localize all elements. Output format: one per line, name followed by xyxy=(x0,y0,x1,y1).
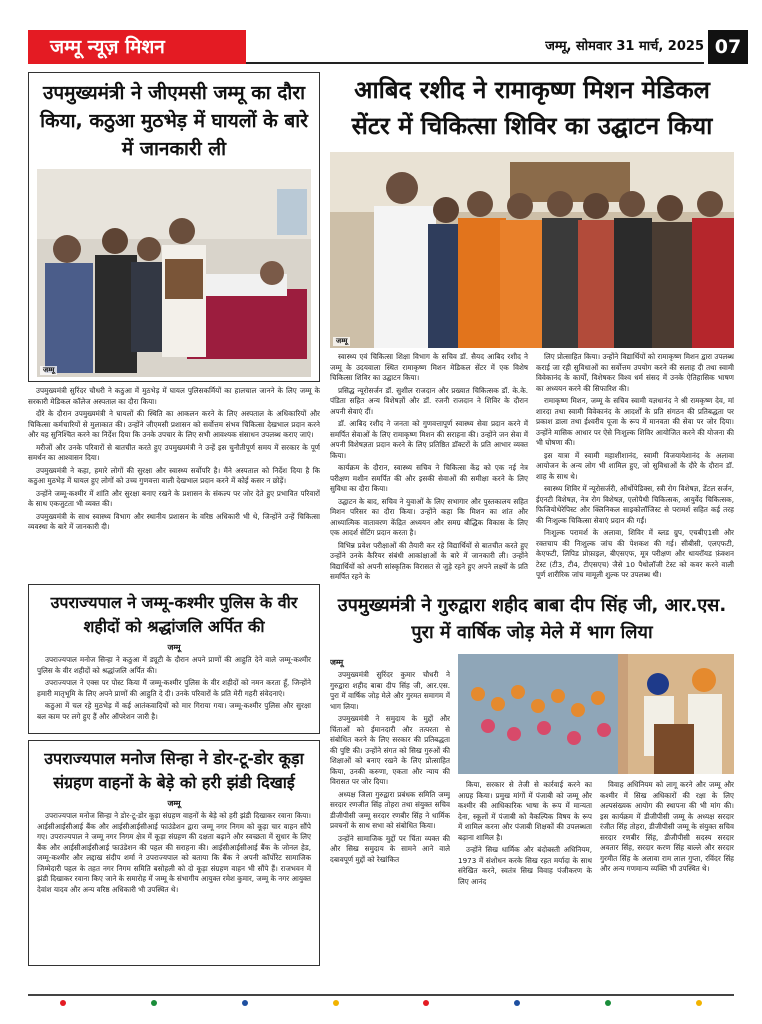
paragraph: उपमुख्यमंत्री ने समुदाय के मुद्दों और चिंताओं को ईमानदारी और तत्परता से संबोधित करने के लिए सरकार की प्रतिबद्धता की पुष्टि की। उन्होंने संगत को सिख गुरुओं की शिक्षाओं को बनाए रखने के लिए प्रोत्साहित किया, उनकी करुणा, एकता और न्याय की विरासत पर जोर दिया। xyxy=(330,714,450,786)
paragraph: कठुआ में चल रहे मुठभेड़ में कई आतंकवादियों को मार गिराया गया। जम्मू-कश्मीर पुलिस और सुरक्षा बल काम पर लगे हुए हैं और ऑपरेशन जारी है। xyxy=(37,701,311,721)
story-photo-camp xyxy=(330,152,734,348)
photo-caption: जम्मू xyxy=(40,366,57,375)
paragraph: डॉ. आबिद रशीद ने जनता को गुणवत्तापूर्ण स्वास्थ्य सेवा प्रदान करने में समर्पित सेवाओं के लिए रामाकृष्ण मिशन की सराहना की। उन्होंने जन सेवा में अपनी विशेषज्ञता प्रदान करने के लिए प्रतिष्ठित डॉक्टरों के प्रति आभार व्यक्त किया। xyxy=(330,419,528,460)
story-headline: उपमुख्यमंत्री ने जीएमसी जम्मू का दौरा किया, कठुआ मुठभेड़ में घायलों के बारे में जानकारी ली xyxy=(40,82,308,160)
story-gmc-visit xyxy=(28,72,320,382)
story-body xyxy=(37,811,311,895)
story-headline: उपमुख्यमंत्री ने गुरुद्वारा शहीद बाबा दीप सिंह जी, आर.एस. पुरा में वार्षिक जोड़ मेले में भाग लिया xyxy=(337,595,727,643)
story-headline: आबिद रशीद ने रामाकृष्ण मिशन मेडिकल सेंटर में चिकित्सा शिविर का उद्घाटन किया xyxy=(351,76,713,140)
footer-dot xyxy=(242,1000,248,1006)
paragraph: स्वास्थ्य एवं चिकित्सा शिक्षा विभाग के सचिव डॉ. सैयद आबिद रशीद ने जम्मू के उदयवाला स्थित रामाकृष्ण मिशन मेडिकल सेंटर में एक विशेष चिकित्सा शिविर का उद्घाटन किया। xyxy=(330,352,528,382)
paragraph: किया, सरकार से तेजी से कार्रवाई करने का आग्रह किया। प्रमुख मांगों में पंजाबी को जम्मू और कश्मीर की आधिकारिक भाषा के रूप में मान्यता देना, स्कूलों में पंजाबी को वैकल्पिक विषय के रूप में शामिल करना और पंजाबी शिक्षकों की उपलब्धता बढ़ाना शामिल है। xyxy=(458,780,592,842)
dateline-city: जम्मू xyxy=(167,799,181,808)
paragraph: उपराज्यपाल मनोज सिन्हा ने कठुआ में ड्यूटी के दौरान अपने प्राणों की आहुति देने वाले जम्मू-कश्मीर पुलिस के वीर शहीदों को श्रद्धांजलि अर्पित की। xyxy=(37,655,311,675)
footer-rule xyxy=(28,994,734,996)
right-column xyxy=(330,72,734,996)
story-photo-gurudwara xyxy=(458,654,734,774)
paragraph: प्रसिद्ध न्यूरोसर्जन डॉ. सुशील राजदान और प्रख्यात चिकित्सक डॉ. के.के. पंडिता सहित अन्य विशेषज्ञों और डॉ. रजनी राजदान ने शिविर के दौरान अपनी सेवाएं दीं। xyxy=(330,385,528,416)
paragraph: उन्होंने सामाजिक मुद्दों पर चिंता व्यक्त की और सिख समुदाय के सामने आने वाले दबावपूर्ण मुद्दों को रेखांकित xyxy=(330,833,450,864)
paragraph: रामाकृष्ण मिशन, जम्मू के सचिव स्वामी यज्ञधानंद ने श्री रामकृष्ण देव, मां शारदा तथा स्वामी विवेकानंद के आदर्शों के प्रति संगठन की प्रतिबद्धता पर प्रकाश डाला तथा ईश्वरीय पूजा के रूप में मानवता की सेवा पर जोर दिया। उन्होंने मासिक आधार पर ऐसे निःशुल्क शिविर आयोजित करने की योजना की भी घोषणा की। xyxy=(536,396,734,447)
page-number: 07 xyxy=(708,30,748,64)
footer-color-dots xyxy=(0,1000,762,1006)
photo-caption: जम्मू xyxy=(333,337,350,346)
header-rule xyxy=(246,62,704,64)
footer-dot xyxy=(60,1000,66,1006)
paragraph: विभिन्न प्रवेश परीक्षाओं की तैयारी कर रहे विद्यार्थियों से बातचीत करते हुए उन्होंने उनके कैरियर संबंधी आकांक्षाओं के बारे में जानकारी ली। उन्होंने विद्यार्थियों को अपनी सांस्कृतिक विरासत से जुड़े रहने हुए अपने लक्ष्यों के प्रति समर्पित रहने के xyxy=(330,540,528,581)
paragraph: विवाह अधिनियम को लागू करने और जम्मू और कश्मीर में सिख अधिकारों की रक्षा के लिए अल्पसंख्यक आयोग की स्थापना की भी मांग की। इस कार्यक्रम में डीजीपीसी जम्मू के अध्यक्ष सरदार रंजीत सिंह तोहरा, डीजीपीसी जम्मू के संयुक्त सचिव सरदार रणबीर सिंह, डीजीपीसी सदस्य सरदार अवतार सिंह, सरदार करण सिंह बाल्ले और सरदार गुरमीत सिंह के अलावा राम लाल गुप्ता, रविंदर सिंह और अन्य गणमान्य व्यक्ति भी उपस्थित थे। xyxy=(600,780,734,873)
masthead: जम्मू न्यूज़ मिशन xyxy=(28,30,246,64)
story-body-col-2 xyxy=(458,780,592,990)
paragraph: इस यात्रा में स्वामी महाशीशानंद, स्वामी विजयायेशानंद के अलावा आयोजन के अन्य लोग भी शामिल हुए, जो सुविधाओं के दौरे के दौरान डॉ. शाह के साथ थे। xyxy=(536,450,734,481)
paragraph: उपमुख्यमंत्री सुरिंदर चौधरी ने कठुआ में मुठभेड़ में घायल पुलिसकर्मियों का हालचाल जानने के लिए जम्मू के सरकारी मेडिकल कॉलेज अस्पताल का दौरा किया। xyxy=(28,386,320,406)
story-lg-tribute xyxy=(28,584,320,734)
story-headline: उपराज्यपाल मनोज सिन्हा ने डोर-टू-डोर कूड़ा संग्रहण वाहनों के बेड़े को हरी झंडी दिखाई xyxy=(44,749,304,792)
story-body xyxy=(28,386,320,580)
page-header xyxy=(0,0,762,68)
story-body xyxy=(330,352,734,582)
footer-dot xyxy=(333,1000,339,1006)
paragraph: उपराज्यपाल ने एक्स पर पोस्ट किया मैं जम्मू-कश्मीर पुलिस के वीर शहीदों को नमन करता हूँ, जिन्होंने हमारी मातृभूमि के लिए अपने प्राणों की आहुति दे दी। उनके परिवारों के प्रति मेरी गहरी संवेदनाएं। xyxy=(37,678,311,698)
paragraph: अध्यक्ष जिला गुरुद्वारा प्रबंधक समिति जम्मू सरदार रणजीत सिंह तोहरा तथा संयुक्त सचिव डीजीपीसी जम्मू सरदार रणबीर सिंह ने धार्मिक प्रवचनों के साथ सभा को संबोधित किया। xyxy=(330,789,450,830)
story-garbage-vehicles xyxy=(28,740,320,966)
hospital-photo-image xyxy=(37,169,311,377)
paragraph: लिए प्रोत्साहित किया। उन्होंने विद्यार्थियों को रामाकृष्ण मिशन द्वारा उपलब्ध कराई जा रही सुविधाओं का सर्वोत्तम उपयोग करने की सलाह दी तथा स्वामी विवेकानंद के कार्यों, विशेषकर विश्व धर्म संसद में उनके ऐतिहासिक भाषण का अध्ययन करने की सिफारिश की। xyxy=(536,352,734,393)
dateline: जम्मू, सोमवार 31 मार्च, 2025 xyxy=(545,39,704,54)
paragraph: उन्होंने सिख धार्मिक और बंदोबस्ती अधिनियम, 1973 में संशोधन करके सिख रहत मर्यादा के साथ संरेखित करने, स्वतंत्र सिख विवाह पंजीकरण के लिए आनंद xyxy=(458,845,592,886)
story-body-col-3 xyxy=(600,780,734,990)
paragraph: स्वास्थ्य शिविर में न्यूरोसर्जरी, ऑर्थोपेडिक्स, स्त्री रोग विशेषज्ञ, डेंटल सर्जन, ईएनटी विशेषज्ञ, नेत्र रोग विशेषज्ञ, एलोपैथी चिकित्सक, आयुर्वेद चिकित्सक, फिजियोथेरेपिस्ट और क्लिनिकल साइकोलॉजिस्ट से परामर्श सहित कई तरह की निःशुल्क चिकित्सा सेवाएं प्रदान की गईं। xyxy=(536,484,734,525)
dateline-city: जम्मू xyxy=(167,643,181,652)
paragraph: उन्होंने जम्मू-कश्मीर में शांति और सुरक्षा बनाए रखने के प्रशासन के संकल्प पर जोर देते हुए प्रभावित परिवारों के साथ एकजुटता भी व्यक्त की। xyxy=(28,488,320,508)
paragraph: उद्घाटन के बाद, सचिव ने युवाओं के लिए सभागार और पुस्तकालय सहित मिशन परिसर का दौरा किया। उन्होंने कहा कि मिशन का शांत और आध्यात्मिक वातावरण केंद्रित अध्ययन और समग्र बौद्धिक विकास के लिए एक आदर्श सेटिंग प्रदान करता है। xyxy=(330,496,528,537)
paragraph: मरीजों और उनके परिवारों से बातचीत करते हुए उपमुख्यमंत्री ने उन्हें इस चुनौतीपूर्ण समय में सरकार के पूर्ण समर्थन का आश्वासन दिया। xyxy=(28,442,320,462)
paragraph: उपमुख्यमंत्री के साथ स्वास्थ्य विभाग और स्थानीय प्रशासन के वरिष्ठ अधिकारी भी थे, जिन्होंने उन्हें चिकित्सा व्यवस्था के बारे में जानकारी दी। xyxy=(28,511,320,531)
story-gurudwara-visit xyxy=(330,592,734,996)
story-headline: उपराज्यपाल ने जम्मू-कश्मीर पुलिस के वीर शहीदों को श्रद्धांजलि अर्पित की xyxy=(50,593,298,636)
story-photo-hospital xyxy=(37,169,311,377)
paragraph: उपमुख्यमंत्री ने कहा, हमारे लोगों की सुरक्षा और स्वास्थ्य सर्वोपरि है। मैंने अस्पताल को निर्देश दिया है कि कठुआ मुठभेड़ में घायल हुए लोगों को उच्च गुणवत्ता वाली देखभाल प्रदान करने में कोई कसर न छोड़ें। xyxy=(28,465,320,485)
story-medical-camp xyxy=(330,72,734,582)
story-body-col-2 xyxy=(536,352,734,582)
paragraph: कार्यक्रम के दौरान, स्वास्थ्य सचिव ने चिकित्सा केंद्र को एक नई नेत्र परीक्षण मशीन समर्पित की और इसकी सेवाओं की समीक्षा करने के लिए सुविधा का दौरा किया। xyxy=(330,463,528,493)
paragraph: दौरे के दौरान उपमुख्यमंत्री ने घायलों की स्थिति का आकलन करने के लिए अस्पताल के अधिकारियों और चिकित्सा कर्मचारियों से मुलाकात की। उन्होंने जीएमसी प्रशासन को सर्वोत्तम संभव चिकित्सा देखभाल प्रदान करने और यह सुनिश्चित करने का निर्देश दिया कि उनके उपचार के लिए सभी आवश्यक संसाधन उपलब्ध कराए जाएं। xyxy=(28,409,320,439)
story-body-col-1 xyxy=(330,352,528,582)
paragraph: उपमुख्यमंत्री सुरिंदर कुमार चौधरी ने गुरुद्वारा शहीद बाबा दीप सिंह जी, आर.एस. पुरा में वार्षिक जोड़ मेले और गुरमत समागम में भाग लिया। xyxy=(330,670,450,711)
dateline-city: जम्मू xyxy=(330,658,344,667)
story-body xyxy=(37,655,311,722)
footer-dot xyxy=(605,1000,611,1006)
footer-dot xyxy=(423,1000,429,1006)
camp-photo-image xyxy=(330,152,734,348)
paragraph: उपराज्यपाल मनोज सिन्हा ने डोर-टू-डोर कूड़ा संग्रहण वाहनों के बेड़े को हरी झंडी दिखाकर रवाना किया। आईसीआईसीआई बैंक और आईसीआईसीआई फाउंडेशन द्वारा जम्मू नगर निगम को कूड़ा चार वाहन सौंपे गए। उपराज्यपाल ने जम्मू नगर निगम क्षेत्र में कूड़ा संग्रहण की दक्षता बढ़ाने और स्वच्छता में सुधार के लिए बैंक और आईसीआईसीआई फाउंडेशन की पहल की सराहना की। आईसीआईसीआई बैंक के जोनल हेड, जम्मू-कश्मीर और लद्दाख संदीप शर्मा ने उपराज्यपाल को बताया कि बैंक ने अपनी कॉर्पोरेट सामाजिक जिम्मेदारी पहल के तहत नगर निगम समिति बसोहली को दो कूड़ा संग्रहण वाहन भी सौंपे हैं। राजभवन में झंडी दिखाकर रवाना किए जाने के समारोह में जम्मू के संभागीय आयुक्त रमेश कुमार, जम्मू के नगर आयुक्त देवांश यादव और अन्य वरिष्ठ अधिकारी भी उपस्थित थे। xyxy=(37,811,311,894)
story-body-col-1 xyxy=(330,670,450,992)
left-column xyxy=(28,72,320,966)
footer-dot xyxy=(151,1000,157,1006)
paragraph: निःशुल्क परामर्श के अलावा, शिविर में ब्लड ग्रुप, एचबीए1सी और रक्तचाप की निःशुल्क जांच की पेशकश की गई। सीबीसी, एलएफटी, केएफटी, लिपिड प्रोफ़ाइल, बीएसएफ, मूत्र परीक्षण और थायरॉयड फ़ंक्शन टेस्ट (टी3, टी4, टीएसएच) जैसे 10 पैथोलॉजी टेस्ट को कवर करने वाली पूर्ण शारीरिक जांच मामूली शुल्क पर उपलब्ध थी। xyxy=(536,528,734,579)
gurudwara-photo-image xyxy=(458,654,734,774)
footer-dot xyxy=(696,1000,702,1006)
footer-dot xyxy=(514,1000,520,1006)
